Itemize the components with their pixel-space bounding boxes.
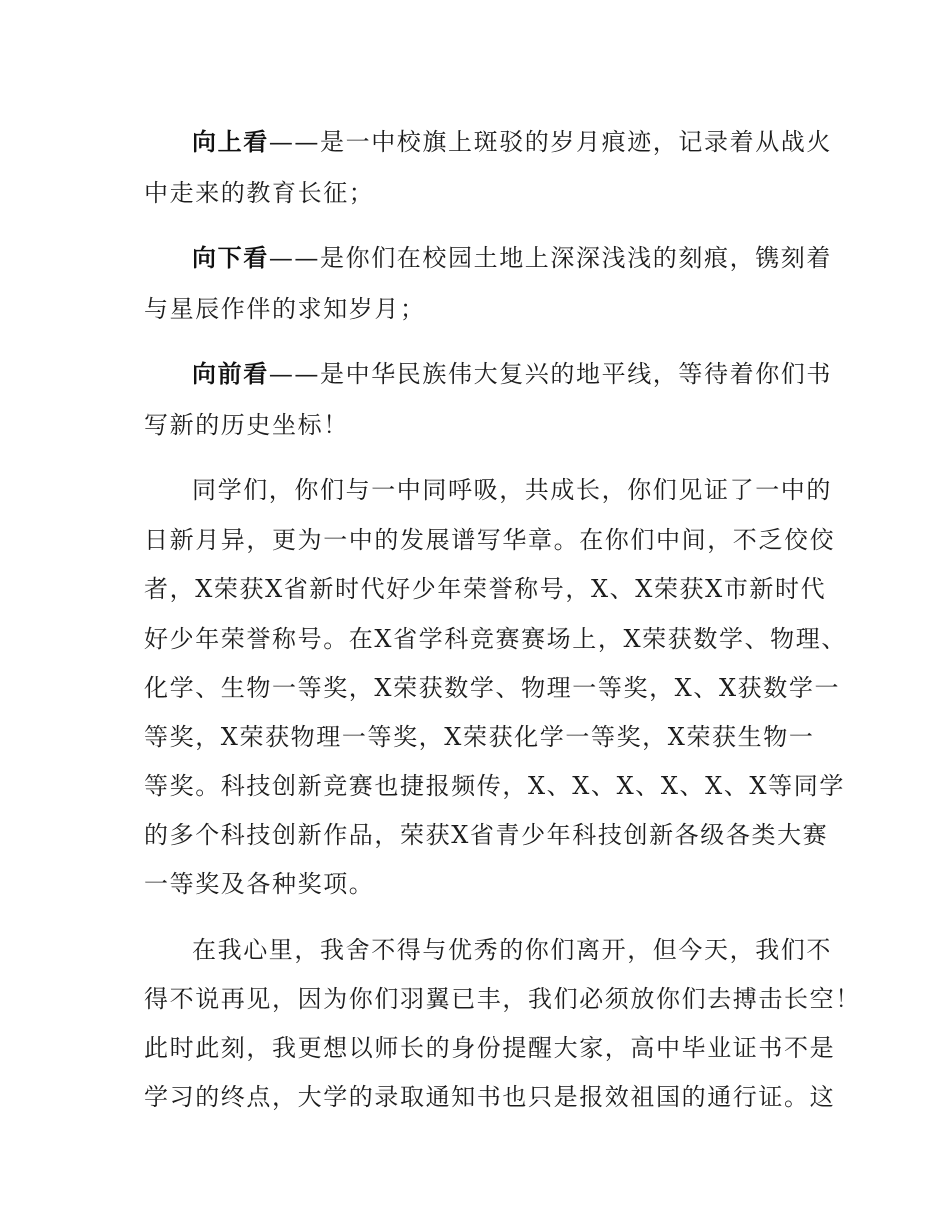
paragraph-2-line-4: 学习的终点，大学的录取通知书也只是报效祖国的通行证。这 (144, 1083, 836, 1111)
paragraph-1-line-2: 日新月异，更为一中的发展谱写华章。在你们中间，不乏佼佼 (144, 526, 836, 554)
paragraph-1-line-6: 等奖，X荣获物理一等奖，X荣获化学一等奖，X荣获生物一 (144, 723, 815, 751)
stanza-3-line-2: 写新的历史坐标！ (144, 411, 349, 439)
paragraph-1-line-7: 等奖。科技创新竞赛也捷报频传，X、X、X、X、X、X等同学 (144, 772, 845, 800)
stanza-2-line-1 (192, 243, 872, 273)
paragraph-1-line-1: 同学们，你们与一中同呼吸，共成长，你们见证了一中的 (192, 476, 832, 504)
stanza-2-text: ——是你们在校园土地上深深浅浅的刻痕，镌刻着 (268, 244, 833, 272)
paragraph-1-line-8: 的多个科技创新作品，荣获X省青少年科技创新各级各类大赛 (144, 821, 829, 849)
paragraph-2-line-1: 在我心里，我舍不得与优秀的你们离开，但今天，我们不 (192, 936, 832, 964)
paragraph-1-line-9: 一等奖及各种奖项。 (144, 870, 375, 898)
stanza-1-line-1 (192, 127, 872, 157)
stanza-2-lead: 向下看 (192, 244, 269, 272)
paragraph-2-line-3: 此时此刻，我更想以师长的身份提醒大家，高中毕业证书不是 (144, 1034, 836, 1062)
paragraph-2-line-2: 得不说再见，因为你们羽翼已丰，我们必须放你们去搏击长空！ (144, 985, 861, 1013)
stanza-3-line-1 (192, 359, 872, 389)
paragraph-1-line-3: 者，X荣获X省新时代好少年荣誉称号，X、X荣获X市新时代 (144, 575, 827, 603)
stanza-2-line-2: 与星辰作伴的求知岁月； (144, 295, 426, 323)
paragraph-1-line-5: 化学、生物一等奖，X荣获数学、物理一等奖，X、X获数学一 (144, 674, 841, 702)
stanza-3-lead: 向前看 (192, 360, 269, 388)
stanza-1-line-2: 中走来的教育长征； (144, 179, 375, 207)
paragraph-1-line-4: 好少年荣誉称号。在X省学科竞赛赛场上，X荣获数学、物理、 (144, 625, 847, 653)
stanza-3-text: ——是中华民族伟大复兴的地平线，等待着你们书 (268, 360, 833, 388)
stanza-1-text: ——是一中校旗上斑驳的岁月痕迹，记录着从战火 (268, 128, 833, 156)
stanza-1-lead: 向上看 (192, 128, 269, 156)
